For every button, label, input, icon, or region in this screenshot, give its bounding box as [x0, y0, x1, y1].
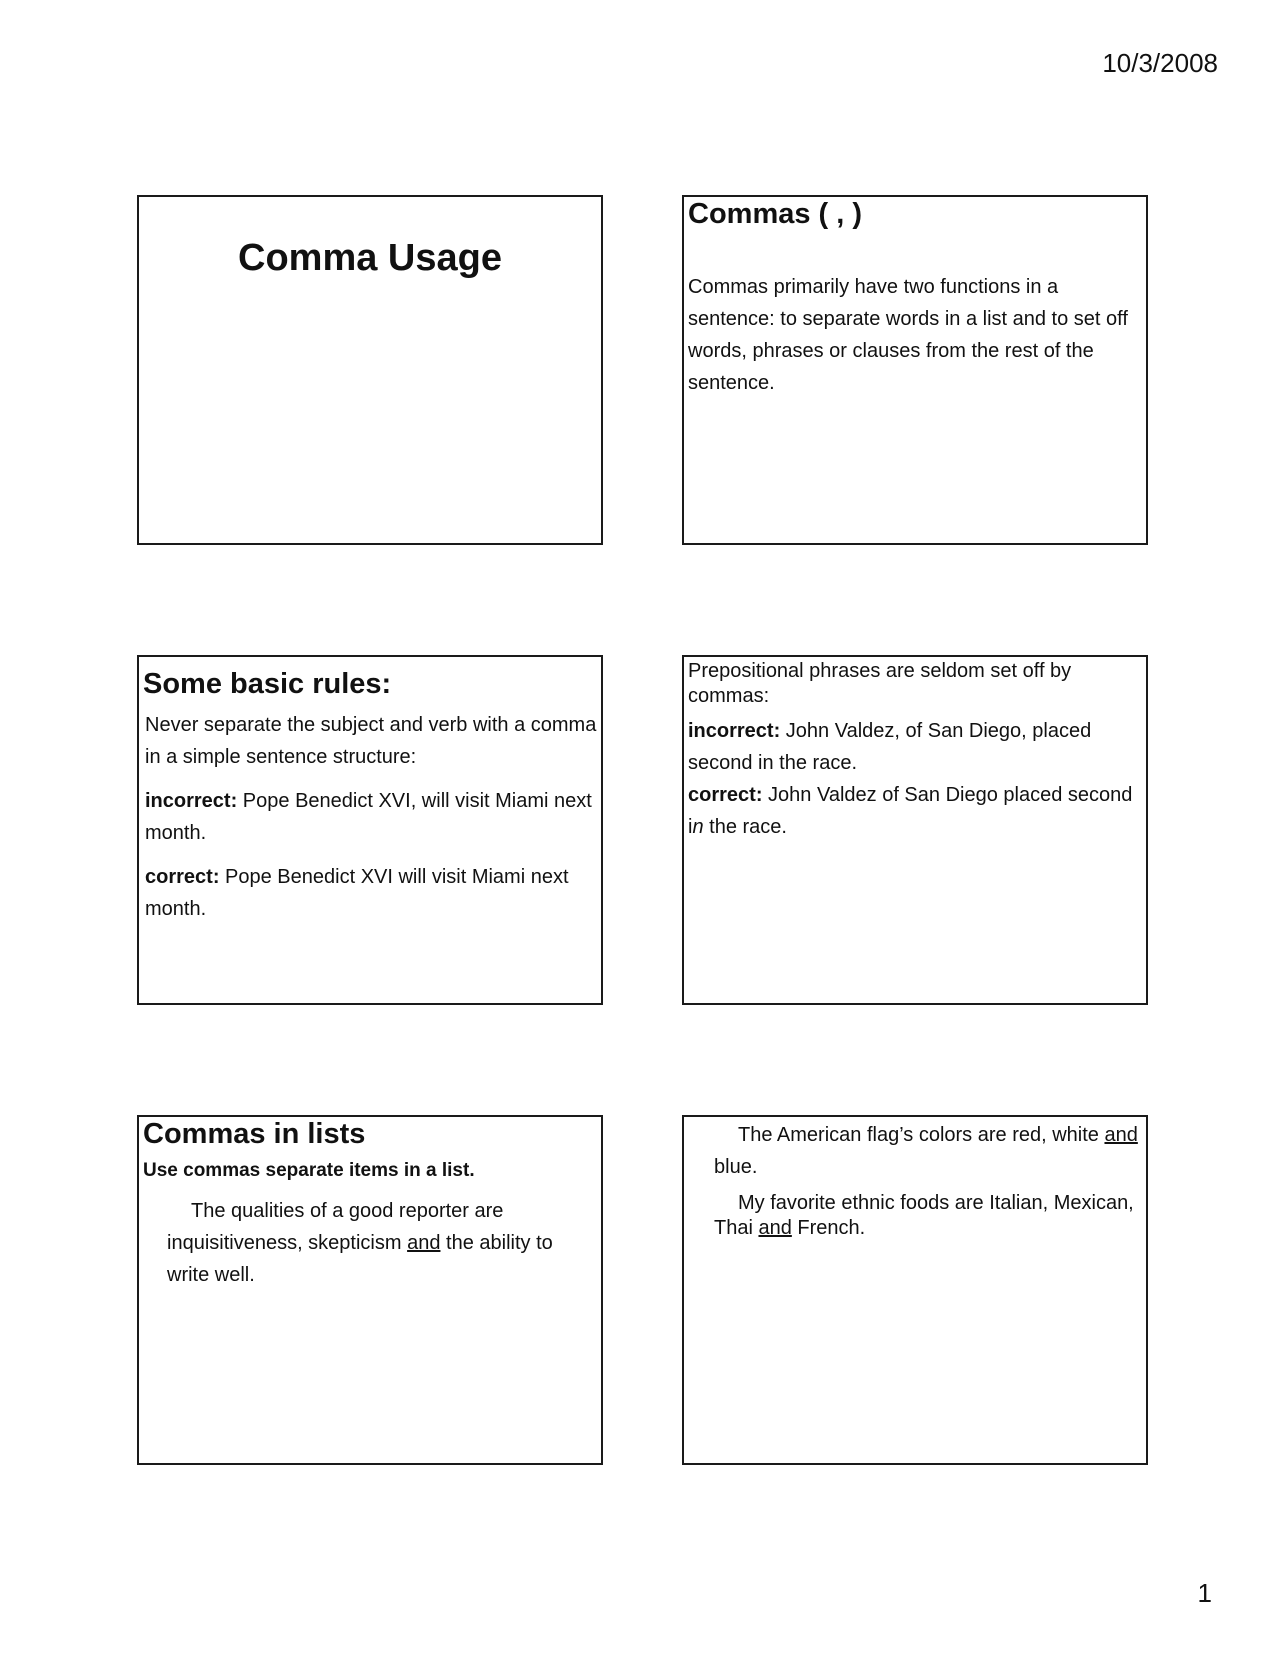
- example-text: My favorite ethnic foods are Italian, Mexican, Thai: [714, 1192, 1134, 1239]
- slide-5: [137, 1115, 603, 1465]
- correct-label: correct:: [145, 865, 220, 888]
- slide-title: Comma Usage: [238, 237, 502, 279]
- slide-title: Commas in lists: [143, 1118, 366, 1150]
- page-date: 10/3/2008: [1102, 48, 1218, 78]
- flag-example: [684, 1119, 1146, 1183]
- incorrect-label: incorrect:: [145, 789, 238, 812]
- rule-text: Never separate the subject and verb with a comma in a simple sentence structure:: [145, 713, 597, 768]
- incorrect-text: Pope Benedict XVI, will visit Miami next month.: [145, 789, 592, 844]
- slide-2: [682, 195, 1148, 545]
- correct-text-end: the race.: [703, 816, 787, 838]
- example-and: and: [407, 1231, 441, 1254]
- slide-title: Some basic rules:: [143, 668, 392, 700]
- example-text-end: the ability to write well.: [167, 1231, 553, 1286]
- correct-example: [145, 861, 597, 925]
- slide-body: Commas primarily have two functions in a sentence: to separate words in a list and to set off words, phrases or clauses from the rest of the sentence.: [688, 275, 1128, 394]
- slide-4: [682, 655, 1148, 1005]
- slide-6: [682, 1115, 1148, 1465]
- incorrect-example: [145, 785, 597, 849]
- slide-intro: Prepositional phrases are seldom set off by commas:: [688, 660, 1072, 707]
- example-text-end: French.: [791, 1217, 866, 1239]
- list-example: [139, 1195, 601, 1291]
- slide-subtitle: Use commas separate items in a list.: [143, 1159, 475, 1181]
- incorrect-example: [688, 715, 1142, 779]
- slide-3: [137, 655, 603, 1005]
- slide-1: [137, 195, 603, 545]
- page-number: 1: [1197, 1578, 1212, 1608]
- correct-example: [688, 779, 1142, 843]
- foods-example: [684, 1191, 1146, 1241]
- correct-text: John Valdez of San Diego placed second i: [688, 784, 1133, 838]
- example-and: and: [758, 1217, 792, 1239]
- incorrect-label: incorrect:: [688, 720, 781, 742]
- example-text: The American flag’s colors are red, white: [738, 1124, 1105, 1146]
- incorrect-text: John Valdez, of San Diego, placed second in the race.: [688, 720, 1092, 774]
- example-text: The qualities of a good reporter are inquisitiveness, skepticism: [167, 1199, 504, 1254]
- correct-text-italic: n: [692, 816, 704, 838]
- correct-text: Pope Benedict XVI will visit Miami next month.: [145, 865, 569, 920]
- correct-label: correct:: [688, 784, 763, 806]
- example-text-end: blue.: [714, 1156, 758, 1178]
- slide-title: Commas ( , ): [688, 198, 863, 230]
- example-and: and: [1104, 1124, 1138, 1146]
